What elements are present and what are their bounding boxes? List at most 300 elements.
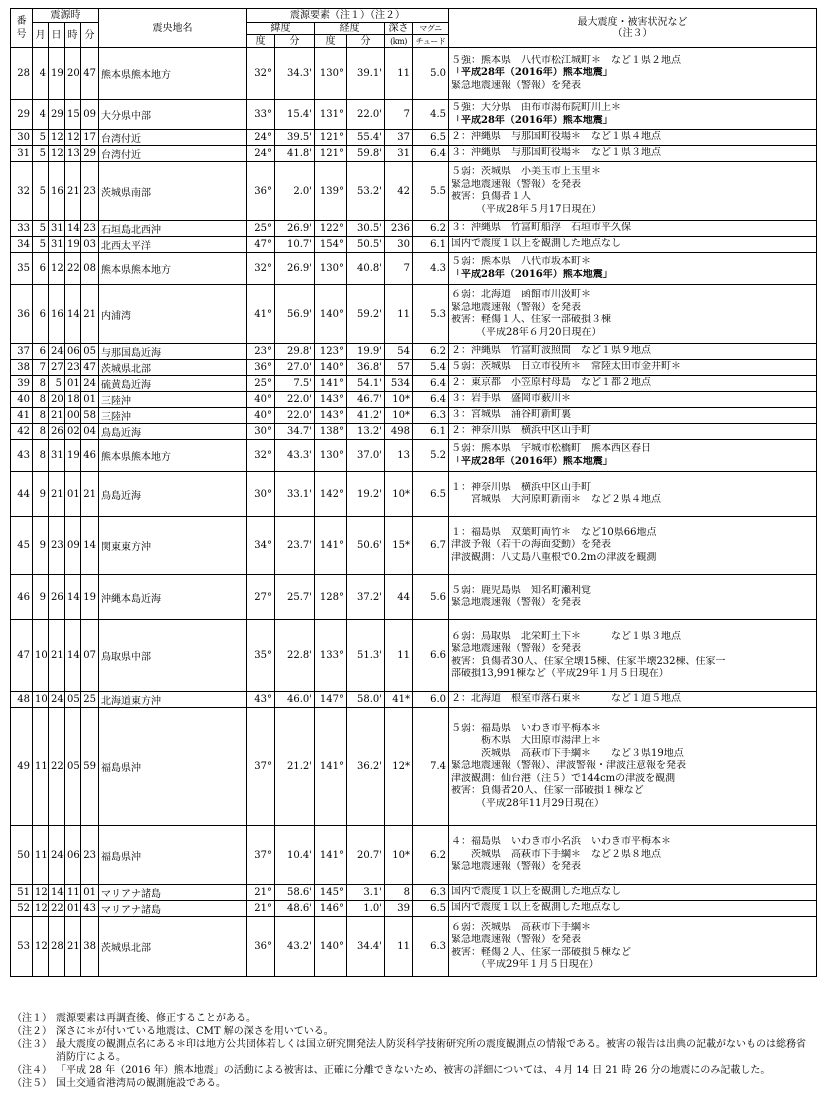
table-row <box>11 408 817 424</box>
hour-cell: 13 <box>65 146 81 162</box>
damage-line: ５強：大分県 由布市湯布院町川上＊ <box>451 102 621 113</box>
latitude-minute-cell: 15.4' <box>275 100 315 130</box>
epicenter-name-cell: 茨城県北部 <box>99 360 247 376</box>
row-number-cell: 46 <box>11 575 33 620</box>
month-cell: 12 <box>33 885 49 901</box>
row-number-cell: 41 <box>11 408 33 424</box>
hour-cell: 11 <box>65 885 81 901</box>
footnote <box>12 1077 812 1090</box>
magnitude-cell: 5.4 <box>413 360 449 376</box>
footnote-label: （注２） <box>12 1026 52 1037</box>
row-number-cell: 32 <box>11 162 33 221</box>
damage-line: 緊急地震速報（警報）を発表 <box>451 643 581 654</box>
row-number-cell: 40 <box>11 392 33 408</box>
damage-cell <box>449 517 817 575</box>
day-cell: 16 <box>49 162 65 221</box>
day-cell: 22 <box>49 708 65 826</box>
damage-line: 津波予報（若干の海面変動）を発表 <box>451 539 611 551</box>
epicenter-name-cell: 鳥島近海 <box>99 424 247 440</box>
minute-cell: 21 <box>81 285 99 344</box>
longitude-degree-cell: 139° <box>315 162 347 221</box>
magnitude-cell: 4.3 <box>413 253 449 285</box>
hour-cell: 23 <box>65 360 81 376</box>
table-row <box>11 360 817 376</box>
longitude-degree-cell: 131° <box>315 100 347 130</box>
magnitude-cell: 6.1 <box>413 237 449 253</box>
table-row <box>11 48 817 100</box>
row-number-cell: 47 <box>11 620 33 692</box>
table-row <box>11 162 817 221</box>
damage-line: 宮城県 大河原町新南＊ など２県４地点 <box>451 494 661 505</box>
day-cell: 26 <box>49 575 65 620</box>
damage-line: ５弱：熊本県 宇城市松橋町 熊本西区春日 <box>451 443 651 454</box>
latitude-minute-cell: 22.0' <box>275 408 315 424</box>
table-row <box>11 575 817 620</box>
damage-line: 緊急地震速報（警報）を発表 <box>451 178 581 190</box>
magnitude-cell: 6.1 <box>413 424 449 440</box>
latitude-degree-cell: 36° <box>247 162 275 221</box>
latitude-degree-cell: 40° <box>247 392 275 408</box>
epicenter-name-cell: 福島県沖 <box>99 826 247 885</box>
epicenter-name-cell: 茨城県北部 <box>99 917 247 977</box>
latitude-degree-cell: 34° <box>247 517 275 575</box>
depth-cell: 534 <box>385 376 413 392</box>
row-number-cell: 36 <box>11 285 33 344</box>
epicenter-name-cell: マリアナ諸島 <box>99 901 247 917</box>
damage-cell <box>449 237 817 253</box>
month-cell: 4 <box>33 100 49 130</box>
latitude-degree-cell: 21° <box>247 901 275 917</box>
hour-cell: 06 <box>65 826 81 885</box>
longitude-degree-cell: 140° <box>315 285 347 344</box>
damage-cell <box>449 253 817 285</box>
epicenter-name-cell: 北西太平洋 <box>99 237 247 253</box>
longitude-degree-cell: 154° <box>315 237 347 253</box>
latitude-degree-cell: 32° <box>247 48 275 100</box>
magnitude-cell: 5.3 <box>413 285 449 344</box>
depth-cell: 8 <box>385 885 413 901</box>
depth-cell: 11 <box>385 48 413 100</box>
damage-line: １：福島県 双葉町両竹＊ など10県66地点 <box>451 526 657 538</box>
longitude-minute-cell: 19.9' <box>347 344 385 360</box>
month-cell: 10 <box>33 620 49 692</box>
month-cell: 4 <box>33 48 49 100</box>
damage-line: ２：北海道 根室市落石東＊ など１道５地点 <box>451 693 681 705</box>
day-cell: 31 <box>49 237 65 253</box>
epicenter-name-cell: 三陸沖 <box>99 408 247 424</box>
event-name-line: 「平成28年（2016年）熊本地震」 <box>451 114 613 126</box>
minute-cell: 38 <box>81 917 99 977</box>
month-cell: 11 <box>33 826 49 885</box>
damage-line: 緊急地震速報（警報）を発表 <box>451 79 581 91</box>
month-cell: 8 <box>33 408 49 424</box>
damage-cell <box>449 575 817 620</box>
damage-line: （平成28年５月17日現在） <box>451 203 602 215</box>
damage-line: 国内で震度１以上を観測した地点なし <box>451 238 621 250</box>
depth-cell: 7 <box>385 253 413 285</box>
depth-cell: 7 <box>385 100 413 130</box>
longitude-degree-cell: 128° <box>315 575 347 620</box>
damage-line: （平成29年１月５日現在） <box>451 959 599 970</box>
longitude-minute-cell: 19.2' <box>347 472 385 517</box>
month-cell: 6 <box>33 285 49 344</box>
header-depth-unit: (km) <box>385 35 413 48</box>
footnote-label: （注５） <box>12 1078 52 1089</box>
day-cell: 23 <box>49 517 65 575</box>
longitude-minute-cell: 58.0' <box>347 692 385 708</box>
row-number-cell: 30 <box>11 130 33 146</box>
epicenter-name-cell: 熊本県熊本地方 <box>99 48 247 100</box>
longitude-minute-cell: 39.1' <box>347 48 385 100</box>
longitude-degree-cell: 141° <box>315 517 347 575</box>
longitude-minute-cell: 46.7' <box>347 392 385 408</box>
epicenter-name-cell: 台湾付近 <box>99 146 247 162</box>
latitude-minute-cell: 34.3' <box>275 48 315 100</box>
table-row <box>11 392 817 408</box>
damage-line: 被害：負傷者30人、住家全壊15棟、住家半壊232棟、住家一 <box>451 655 726 667</box>
depth-cell: 10* <box>385 826 413 885</box>
magnitude-cell: 6.5 <box>413 901 449 917</box>
latitude-degree-cell: 43° <box>247 692 275 708</box>
damage-cell <box>449 162 817 221</box>
longitude-degree-cell: 130° <box>315 253 347 285</box>
minute-cell: 01 <box>81 392 99 408</box>
damage-cell <box>449 48 817 100</box>
minute-cell: 59 <box>81 708 99 826</box>
longitude-degree-cell: 145° <box>315 885 347 901</box>
header-elements: 震源要素（注１）（注２） <box>247 9 449 23</box>
damage-line: ５弱：鹿児島県 知名町瀬利覚 <box>451 584 591 596</box>
header-magnitude-2: チュード <box>413 35 449 48</box>
latitude-degree-cell: 40° <box>247 408 275 424</box>
footnote <box>12 1025 812 1038</box>
day-cell: 24 <box>49 826 65 885</box>
row-number-cell: 42 <box>11 424 33 440</box>
month-cell: 10 <box>33 692 49 708</box>
damage-line: 茨城県 高萩市下手綱＊ など２県８地点 <box>451 848 661 860</box>
epicenter-name-cell: 与那国島近海 <box>99 344 247 360</box>
epicenter-name-cell: 沖縄本島近海 <box>99 575 247 620</box>
row-number-cell: 34 <box>11 237 33 253</box>
table-body <box>11 48 817 977</box>
table-row <box>11 237 817 253</box>
latitude-minute-cell: 26.9' <box>275 221 315 237</box>
header-day: 日 <box>49 23 65 48</box>
footnote <box>12 1064 812 1077</box>
magnitude-cell: 6.5 <box>413 472 449 517</box>
latitude-minute-cell: 10.7' <box>275 237 315 253</box>
table-row <box>11 146 817 162</box>
row-number-cell: 33 <box>11 221 33 237</box>
damage-line: ２：東京都 小笠原村母島 など１都２地点 <box>451 377 651 389</box>
damage-line: 緊急地震速報（警報）を発表 <box>451 301 581 313</box>
minute-cell: 23 <box>81 826 99 885</box>
day-cell: 27 <box>49 360 65 376</box>
hour-cell: 14 <box>65 221 81 237</box>
hour-cell: 12 <box>65 130 81 146</box>
latitude-degree-cell: 35° <box>247 620 275 692</box>
month-cell: 12 <box>33 901 49 917</box>
latitude-minute-cell: 58.6' <box>275 885 315 901</box>
minute-cell: 05 <box>81 344 99 360</box>
row-number-cell: 45 <box>11 517 33 575</box>
depth-cell: 30 <box>385 237 413 253</box>
longitude-minute-cell: 20.7' <box>347 826 385 885</box>
header-epicenter: 震央地名 <box>99 9 247 48</box>
table-row <box>11 130 817 146</box>
longitude-minute-cell: 13.2' <box>347 424 385 440</box>
epicenter-name-cell: 三陸沖 <box>99 392 247 408</box>
hour-cell: 00 <box>65 408 81 424</box>
depth-cell: 54 <box>385 344 413 360</box>
table-row <box>11 100 817 130</box>
hour-cell: 15 <box>65 100 81 130</box>
longitude-degree-cell: 123° <box>315 344 347 360</box>
minute-cell: 01 <box>81 885 99 901</box>
damage-cell <box>449 708 817 826</box>
hour-cell: 02 <box>65 424 81 440</box>
latitude-degree-cell: 32° <box>247 253 275 285</box>
hour-cell: 21 <box>65 917 81 977</box>
damage-line: ３：沖縄県 竹富町船浮 石垣市平久保 <box>451 222 631 234</box>
row-number-cell: 37 <box>11 344 33 360</box>
month-cell: 8 <box>33 440 49 472</box>
minute-cell: 09 <box>81 100 99 130</box>
magnitude-cell: 6.4 <box>413 146 449 162</box>
magnitude-cell: 6.7 <box>413 517 449 575</box>
depth-cell: 10* <box>385 472 413 517</box>
depth-cell: 57 <box>385 360 413 376</box>
minute-cell: 24 <box>81 376 99 392</box>
hour-cell: 22 <box>65 253 81 285</box>
table-row <box>11 376 817 392</box>
month-cell: 8 <box>33 392 49 408</box>
damage-line: 津波観測：仙台港（注５）で144cmの津波を観測 <box>451 772 676 784</box>
row-number-cell: 53 <box>11 917 33 977</box>
damage-line: 栃木県 大田原市湯津上＊ <box>451 735 601 747</box>
event-name-line: 「平成28年（2016年）熊本地震」 <box>451 455 613 467</box>
damage-line: 緊急地震速報（警報）、津波警報・津波注意報を発表 <box>451 760 686 772</box>
damage-line: ５弱：茨城県 日立市役所＊ 常陸太田市金井町＊ <box>451 361 681 373</box>
month-cell: 6 <box>33 253 49 285</box>
footnote-text: 震源要素は再調査後、修正することがある。 <box>56 1013 256 1024</box>
longitude-degree-cell: 141° <box>315 376 347 392</box>
latitude-degree-cell: 37° <box>247 826 275 885</box>
row-number-cell: 52 <box>11 901 33 917</box>
day-cell: 19 <box>49 48 65 100</box>
damage-cell <box>449 901 817 917</box>
month-cell: 7 <box>33 360 49 376</box>
longitude-minute-cell: 36.2' <box>347 708 385 826</box>
depth-cell: 39 <box>385 901 413 917</box>
minute-cell: 07 <box>81 620 99 692</box>
damage-line: 国内で震度１以上を観測した地点なし <box>451 886 621 898</box>
event-name-line: 「平成28年（2016年）熊本地震」 <box>451 268 613 280</box>
minute-cell: 08 <box>81 253 99 285</box>
depth-cell: 11 <box>385 285 413 344</box>
damage-line: ３：宮城県 涌谷町新町裏 <box>451 409 571 421</box>
damage-line: 被害：軽傷１人、住家一部破損３棟 <box>451 314 611 325</box>
latitude-degree-cell: 32° <box>247 440 275 472</box>
day-cell: 22 <box>49 901 65 917</box>
damage-line: ２：沖縄県 竹富町波照間 など１県９地点 <box>451 345 651 357</box>
magnitude-cell: 6.4 <box>413 376 449 392</box>
minute-cell: 25 <box>81 692 99 708</box>
depth-cell: 13 <box>385 440 413 472</box>
depth-cell: 12* <box>385 708 413 826</box>
hour-cell: 14 <box>65 620 81 692</box>
latitude-minute-cell: 22.8' <box>275 620 315 692</box>
longitude-minute-cell: 59.2' <box>347 285 385 344</box>
day-cell: 21 <box>49 620 65 692</box>
damage-cell <box>449 285 817 344</box>
table-row <box>11 901 817 917</box>
damage-cell <box>449 100 817 130</box>
damage-line: 緊急地震速報（警報）を発表 <box>451 597 581 608</box>
minute-cell: 23 <box>81 221 99 237</box>
damage-line: ６弱：茨城県 高萩市下手綱＊ <box>451 921 591 933</box>
epicenter-name-cell: 茨城県南部 <box>99 162 247 221</box>
longitude-degree-cell: 141° <box>315 708 347 826</box>
latitude-degree-cell: 25° <box>247 221 275 237</box>
magnitude-cell: 7.4 <box>413 708 449 826</box>
table-row <box>11 424 817 440</box>
longitude-degree-cell: 121° <box>315 146 347 162</box>
damage-cell <box>449 917 817 977</box>
longitude-minute-cell: 50.5' <box>347 237 385 253</box>
row-number-cell: 44 <box>11 472 33 517</box>
row-number-cell: 39 <box>11 376 33 392</box>
day-cell: 26 <box>49 424 65 440</box>
hour-cell: 09 <box>65 517 81 575</box>
table-row <box>11 620 817 692</box>
month-cell: 6 <box>33 344 49 360</box>
magnitude-cell: 6.6 <box>413 620 449 692</box>
latitude-minute-cell: 41.8' <box>275 146 315 162</box>
hour-cell: 01 <box>65 376 81 392</box>
latitude-degree-cell: 47° <box>247 237 275 253</box>
epicenter-name-cell: 北海道東方沖 <box>99 692 247 708</box>
epicenter-name-cell: 石垣島北西沖 <box>99 221 247 237</box>
magnitude-cell: 5.5 <box>413 162 449 221</box>
depth-cell: 10* <box>385 408 413 424</box>
depth-cell: 42 <box>385 162 413 221</box>
epicenter-name-cell: 大分県中部 <box>99 100 247 130</box>
hour-cell: 05 <box>65 692 81 708</box>
minute-cell: 21 <box>81 472 99 517</box>
month-cell: 8 <box>33 376 49 392</box>
latitude-minute-cell: 21.2' <box>275 708 315 826</box>
damage-cell <box>449 408 817 424</box>
table-row <box>11 826 817 885</box>
minute-cell: 46 <box>81 440 99 472</box>
longitude-minute-cell: 1.0' <box>347 901 385 917</box>
damage-cell <box>449 826 817 885</box>
damage-line: ６弱：鳥取県 北栄町土下＊ など１県３地点 <box>451 630 681 642</box>
table-row <box>11 472 817 517</box>
longitude-minute-cell: 59.8' <box>347 146 385 162</box>
damage-cell <box>449 344 817 360</box>
minute-cell: 03 <box>81 237 99 253</box>
minute-cell: 58 <box>81 408 99 424</box>
footnotes <box>12 1012 812 1090</box>
epicenter-name-cell: 硫黄島近海 <box>99 376 247 392</box>
hour-cell: 19 <box>65 237 81 253</box>
header-lat-deg: 度 <box>247 35 275 48</box>
magnitude-cell: 6.2 <box>413 826 449 885</box>
longitude-degree-cell: 121° <box>315 130 347 146</box>
latitude-degree-cell: 24° <box>247 130 275 146</box>
depth-cell: 236 <box>385 221 413 237</box>
damage-line: ３：岩手県 盛岡市薮川＊ <box>451 393 571 405</box>
damage-line: （平成28年11月29日現在） <box>451 797 605 809</box>
minute-cell: 14 <box>81 517 99 575</box>
longitude-minute-cell: 37.2' <box>347 575 385 620</box>
day-cell: 24 <box>49 344 65 360</box>
header-damage-title: 最大震度・被害状況など <box>577 17 688 28</box>
latitude-minute-cell: 34.7' <box>275 424 315 440</box>
table-row <box>11 917 817 977</box>
month-cell: 5 <box>33 237 49 253</box>
epicenter-name-cell: 熊本県熊本地方 <box>99 253 247 285</box>
month-cell: 9 <box>33 472 49 517</box>
month-cell: 8 <box>33 424 49 440</box>
magnitude-cell: 4.5 <box>413 100 449 130</box>
damage-cell <box>449 221 817 237</box>
header-time-group: 震源時 <box>33 9 99 23</box>
latitude-minute-cell: 23.7' <box>275 517 315 575</box>
minute-cell: 47 <box>81 360 99 376</box>
depth-cell: 11 <box>385 917 413 977</box>
damage-line: ５弱：熊本県 八代市坂本町＊ <box>451 256 591 267</box>
minute-cell: 47 <box>81 48 99 100</box>
header-number: 番号 <box>11 9 33 48</box>
depth-cell: 15* <box>385 517 413 575</box>
longitude-degree-cell: 140° <box>315 917 347 977</box>
day-cell: 24 <box>49 692 65 708</box>
month-cell: 5 <box>33 146 49 162</box>
month-cell: 9 <box>33 575 49 620</box>
epicenter-name-cell: 内浦湾 <box>99 285 247 344</box>
longitude-minute-cell: 30.5' <box>347 221 385 237</box>
footnote-text: 「平成 28 年（2016 年）熊本地震」の活動による被害は、正確に分離できないため、被害の詳細については、４月 14 日 21 時 26 分の地震にのみ記載した。 <box>56 1065 771 1076</box>
damage-cell <box>449 472 817 517</box>
row-number-cell: 48 <box>11 692 33 708</box>
table-row <box>11 221 817 237</box>
magnitude-cell: 6.5 <box>413 130 449 146</box>
footnote <box>12 1038 812 1064</box>
day-cell: 31 <box>49 440 65 472</box>
header-lon-deg: 度 <box>315 35 347 48</box>
header-month: 月 <box>33 23 49 48</box>
damage-cell <box>449 146 817 162</box>
epicenter-name-cell: 台湾付近 <box>99 130 247 146</box>
footnote-text: 最大震度の観測点名にある＊印は地方公共団体若しくは国立研究開発法人防災科学技術研究所の震度観測点の情報である。被害の報告は出典の記載がないものは総務省消防庁による。 <box>56 1039 806 1063</box>
longitude-degree-cell: 146° <box>315 901 347 917</box>
latitude-minute-cell: 25.7' <box>275 575 315 620</box>
damage-line: 津波観測：八丈島八重根で0.2mの津波を観測 <box>451 551 657 563</box>
latitude-minute-cell: 27.0' <box>275 360 315 376</box>
day-cell: 5 <box>49 376 65 392</box>
longitude-minute-cell: 34.4' <box>347 917 385 977</box>
magnitude-cell: 5.0 <box>413 48 449 100</box>
damage-cell <box>449 885 817 901</box>
day-cell: 12 <box>49 146 65 162</box>
footnote-label: （注１） <box>12 1013 52 1024</box>
epicenter-name-cell: 福島県沖 <box>99 708 247 826</box>
damage-line: ２：神奈川県 横浜中区山手町 <box>451 425 591 437</box>
damage-line: 茨城県 高萩市下手綱＊ など３県19地点 <box>451 747 684 759</box>
